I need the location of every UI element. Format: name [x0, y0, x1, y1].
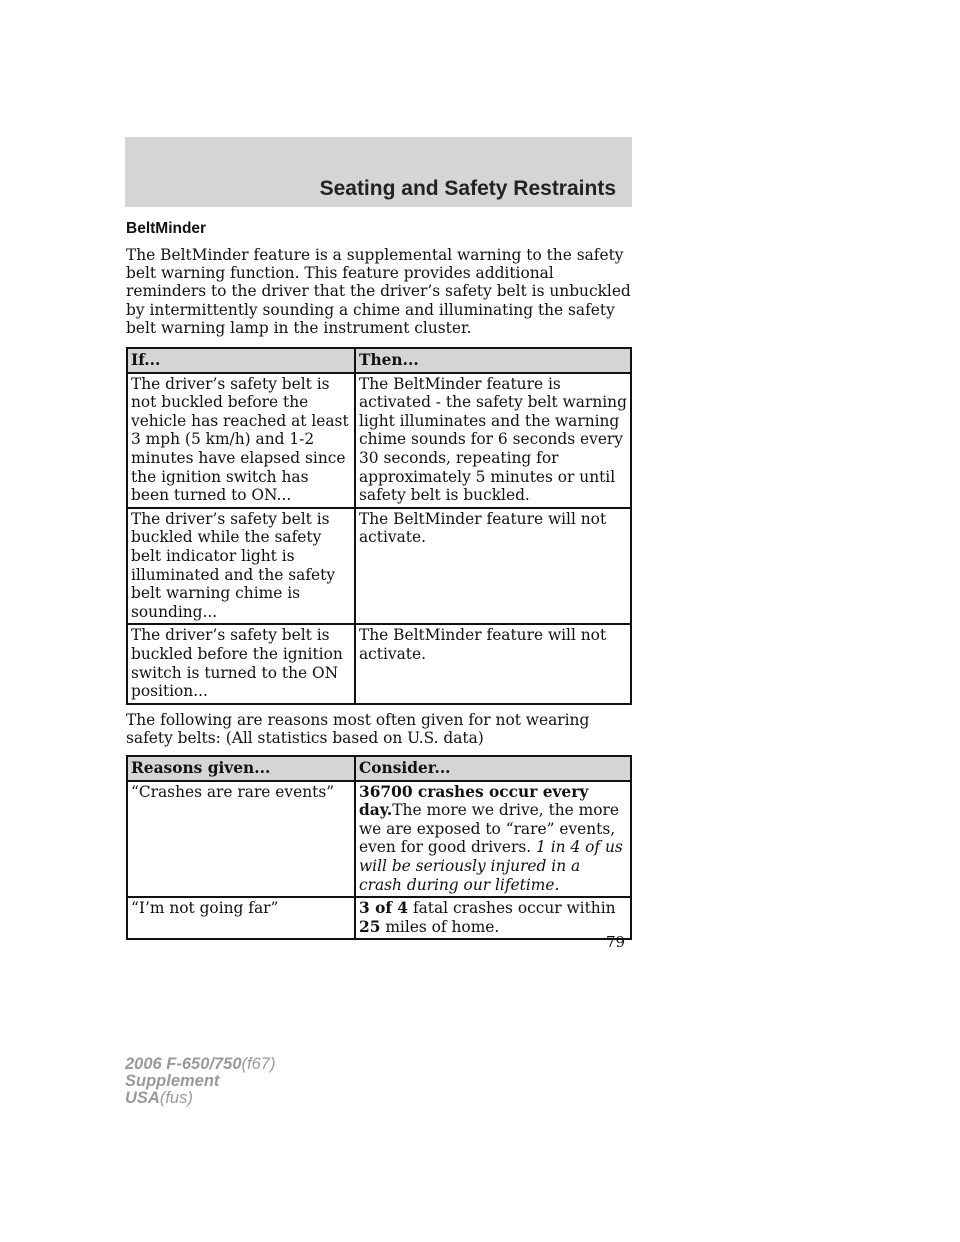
document-footer	[125, 1056, 275, 1107]
table-row	[127, 624, 631, 703]
page-content	[126, 220, 632, 940]
reasons-table	[126, 755, 632, 940]
table-header-row	[127, 756, 631, 781]
footer-model: 2006 F-650/750	[125, 1055, 242, 1073]
footer-market: USA	[125, 1089, 160, 1107]
reasons-intro-paragraph: The following are reasons most often given for not wearing safety belts: (All statistics based on U.S. data)	[126, 710, 590, 747]
reason-cell: “I’m not going far”	[127, 897, 355, 939]
footer-line-model	[125, 1056, 275, 1073]
table-row	[127, 508, 631, 625]
consider-bold-text: 25	[359, 917, 381, 936]
page-number: 79	[606, 933, 626, 951]
reason-cell: “Crashes are rare events”	[127, 781, 355, 898]
chapter-header-band	[125, 137, 632, 207]
consider-text: miles of home.	[385, 917, 500, 936]
condition-cell: The driver’s safety belt is not buckled before the vehicle has reached at least 3 mph (5 km/h) and 1-2 minutes have elapsed since the ignition switch has been turned to ON...	[127, 373, 355, 508]
table-row	[127, 897, 631, 939]
chapter-title: Seating and Safety Restraints	[319, 177, 616, 200]
table-row	[127, 373, 631, 508]
consider-text: The more we drive, the more we are exposed to “rare” events, even for good drivers.	[359, 801, 619, 857]
header-cell-reasons: Reasons given...	[127, 756, 355, 781]
consider-cell	[355, 781, 631, 898]
header-cell-consider: Consider...	[355, 756, 631, 781]
section-title: BeltMinder	[126, 220, 207, 237]
intro-paragraph: The BeltMinder feature is a supplemental warning to the safety belt warning function. This feature provides additional reminders to the driver that the driver’s safety belt is unbuckled by intermittently sounding a chime and illuminating the safety belt warning lamp in the instrument cluster.	[126, 246, 631, 337]
consider-cell	[355, 897, 631, 939]
table-header-row	[127, 348, 631, 373]
footer-line-market	[125, 1090, 275, 1107]
beltminder-table	[126, 347, 632, 705]
consider-text: fatal crashes occur within	[412, 899, 616, 918]
result-cell: The BeltMinder feature will not activate.	[355, 624, 631, 703]
table-row	[127, 781, 631, 898]
condition-cell: The driver’s safety belt is buckled while the safety belt indicator light is illuminated and the safety belt warning chime is sounding...	[127, 508, 355, 625]
result-cell: The BeltMinder feature is activated - the safety belt warning light illuminates and the warning chime sounds for 6 seconds every 30 seconds, repeating for approximately 5 minutes or until safety belt is buckled.	[355, 373, 631, 508]
consider-italic-text: 1 in 4 of us will be seriously injured in a crash during our lifetime.	[359, 838, 623, 894]
consider-bold-text: 36700 crashes occur every day.	[359, 782, 589, 820]
footer-line-supplement: Supplement	[125, 1072, 220, 1090]
header-cell-then: Then...	[355, 348, 631, 373]
footer-market-code: (fus)	[159, 1089, 193, 1107]
header-cell-if: If...	[127, 348, 355, 373]
result-cell: The BeltMinder feature will not activate.	[355, 508, 631, 625]
consider-bold-text: 3 of 4	[359, 899, 409, 918]
footer-model-code: (f67)	[241, 1055, 276, 1073]
condition-cell: The driver’s safety belt is buckled before the ignition switch is turned to the ON position...	[127, 624, 355, 703]
